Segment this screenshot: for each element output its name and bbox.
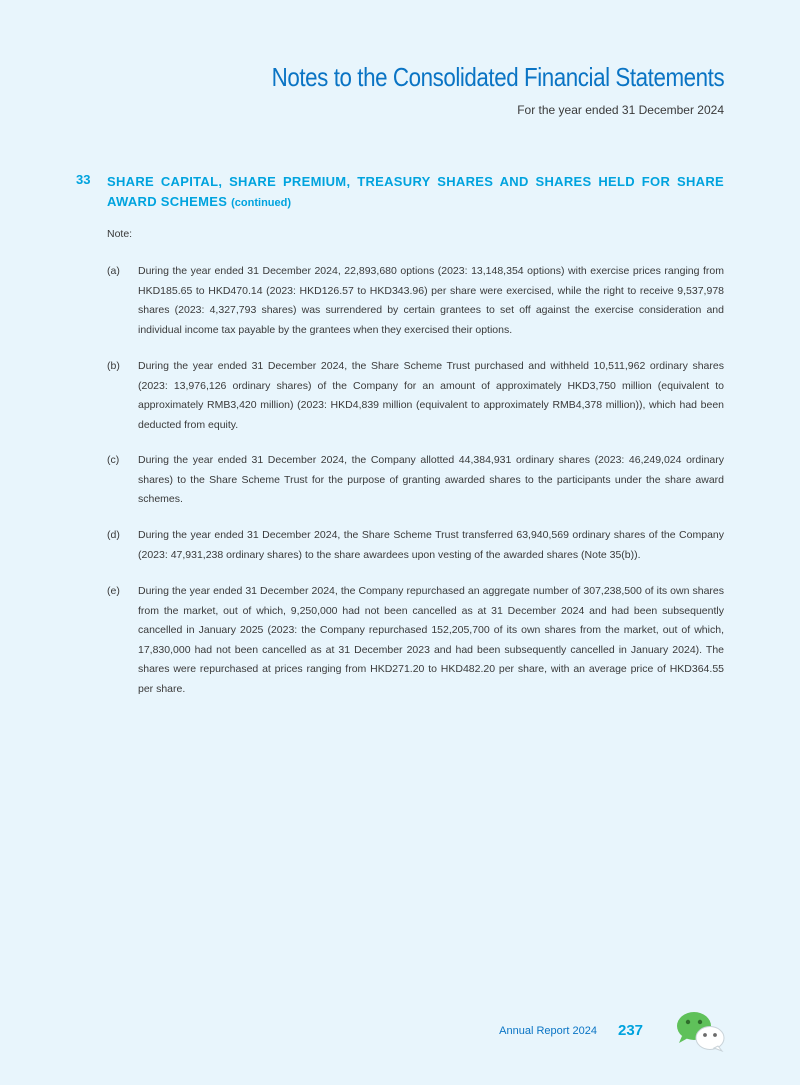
page-number: 237 (618, 1022, 644, 1039)
note-marker: (a) (107, 265, 120, 277)
wechat-icon (676, 1010, 726, 1052)
note-marker: (e) (107, 585, 120, 597)
section-continued-label: (continued) (231, 197, 292, 209)
note-text: During the year ended 31 December 2024, the Share Scheme Trust transferred 63,940,569 ordinary shares of the Company (2023: 47,931,238 ordinary shares) to the share awardees upon vesting of the awarded shares (Note 35(b)). (138, 529, 724, 561)
page-subtitle: For the year ended 31 December 2024 (517, 103, 724, 117)
note-marker: (d) (107, 529, 120, 541)
note-item-a (107, 262, 724, 340)
note-text: During the year ended 31 December 2024, the Share Scheme Trust purchased and withheld 10,511,962 ordinary shares (2023: 13,976,126 ordinary shares) of the Company for an amount of approximately HKD3,750 million (equivalent to approximately RMB3,420 million) (2023: HKD4,839 million (equivalent to approximately RMB4,378 million)), which had been deducted from equity. (138, 360, 724, 431)
note-marker: (c) (107, 454, 120, 466)
note-text: During the year ended 31 December 2024, 22,893,680 options (2023: 13,148,354 options) with exercise prices ranging from HKD185.65 to HKD470.14 (2023: HKD126.57 to HKD343.96) per share were exercised, while the right to receive 9,537,978 shares (2023: 4,327,793 shares) was surrendered by certain grantees to set off against the exercise consideration and individual income tax payable by the grantees when they exercised their options. (138, 265, 724, 336)
note-item-c (107, 451, 724, 510)
note-marker: (b) (107, 360, 120, 372)
note-text: During the year ended 31 December 2024, the Company allotted 44,384,931 ordinary shares (2023: 46,249,024 ordinary shares) to the Share Scheme Trust for the purpose of granting awarded shares to the participants under the share award schemes. (138, 454, 724, 505)
footer-report-label: Annual Report 2024 (499, 1025, 597, 1037)
note-label: Note: (107, 228, 133, 240)
note-text: During the year ended 31 December 2024, the Company repurchased an aggregate number of 307,238,500 of its own shares from the market, out of which, 9,250,000 had not been cancelled as at 31 December 2024 and had been subsequently cancelled in January 2025 (2023: the Company repurchased 152,205,700 of its own shares from the market, out of which, 17,830,000 had not been cancelled as at 31 December 2023 and had been subsequently cancelled in January 2024). The shares were repurchased at prices ranging from HKD271.20 to HKD482.20 per share, with an average price of HKD364.55 per share. (138, 585, 724, 695)
note-item-e (107, 582, 724, 699)
section-number: 33 (76, 172, 91, 187)
page-title: Notes to the Consolidated Financial Statements (271, 62, 724, 92)
section-heading-text: SHARE CAPITAL, SHARE PREMIUM, TREASURY SHARES AND SHARES HELD FOR SHARE AWARD SCHEMES (107, 174, 724, 209)
section-heading (107, 172, 724, 213)
note-item-b (107, 357, 724, 435)
note-item-d (107, 526, 724, 565)
